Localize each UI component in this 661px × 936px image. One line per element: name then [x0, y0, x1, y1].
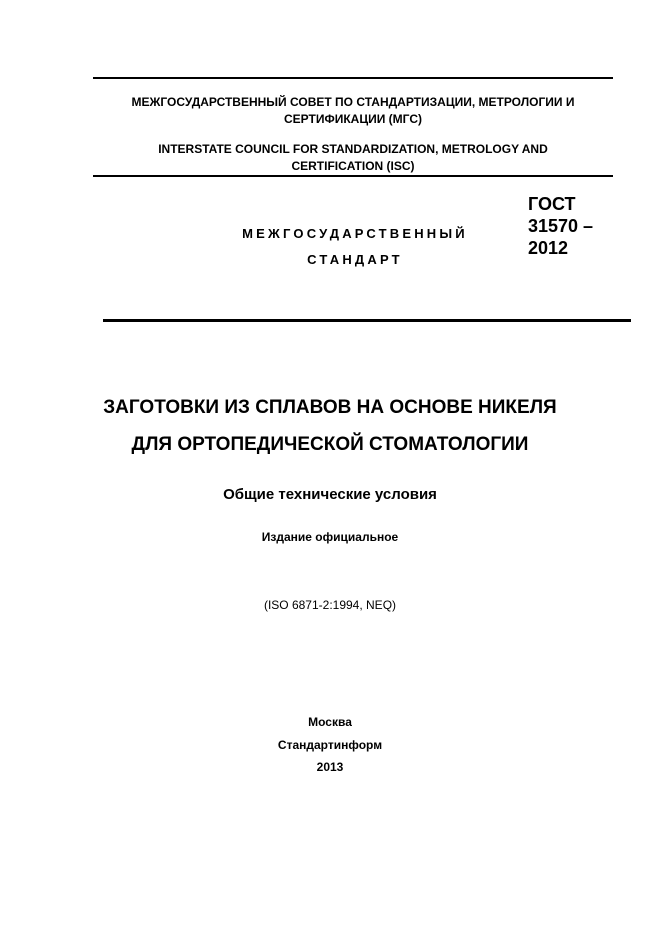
middle-rule — [93, 175, 613, 177]
document-subtitle: Общие технические условия — [223, 486, 437, 503]
document-title — [40, 389, 620, 463]
edition-note: Издание официальное — [261, 530, 399, 544]
council-ru-line1: МЕЖГОСУДАРСТВЕННЫЙ СОВЕТ ПО СТАНДАРТИЗАЦИИ, МЕТРОЛОГИИ И — [131, 95, 575, 109]
council-ru — [93, 94, 613, 128]
council-en-line2: CERTIFICATION (ISC) — [291, 159, 415, 173]
gost-line2: 31570 – — [528, 216, 594, 236]
council-ru-line2: СЕРТИФИКАЦИИ (МГС) — [284, 112, 422, 126]
gost-designation — [528, 193, 638, 259]
imprint-city: Москва — [308, 715, 352, 729]
gost-line1: ГОСТ — [528, 194, 576, 214]
title-line1: ЗАГОТОВКИ ИЗ СПЛАВОВ НА ОСНОВЕ НИКЕЛЯ — [103, 397, 557, 418]
iso-reference: (ISO 6871-2:1994, NEQ) — [263, 598, 397, 612]
top-rule — [93, 77, 613, 79]
imprint-publisher: Стандартинформ — [277, 738, 383, 752]
standard-label-line1: МЕЖГОСУДАРСТВЕННЫЙ — [242, 226, 468, 241]
title-line2: ДЛЯ ОРТОПЕДИЧЕСКОЙ СТОМАТОЛОГИИ — [131, 434, 529, 455]
imprint-year: 2013 — [316, 760, 344, 774]
council-en — [93, 141, 613, 175]
standard-label-line2: СТАНДАРТ — [307, 252, 403, 267]
council-en-line1: INTERSTATE COUNCIL FOR STANDARDIZATION, METROLOGY AND — [158, 142, 548, 156]
thick-rule — [103, 319, 631, 322]
gost-line3: 2012 — [528, 238, 569, 258]
